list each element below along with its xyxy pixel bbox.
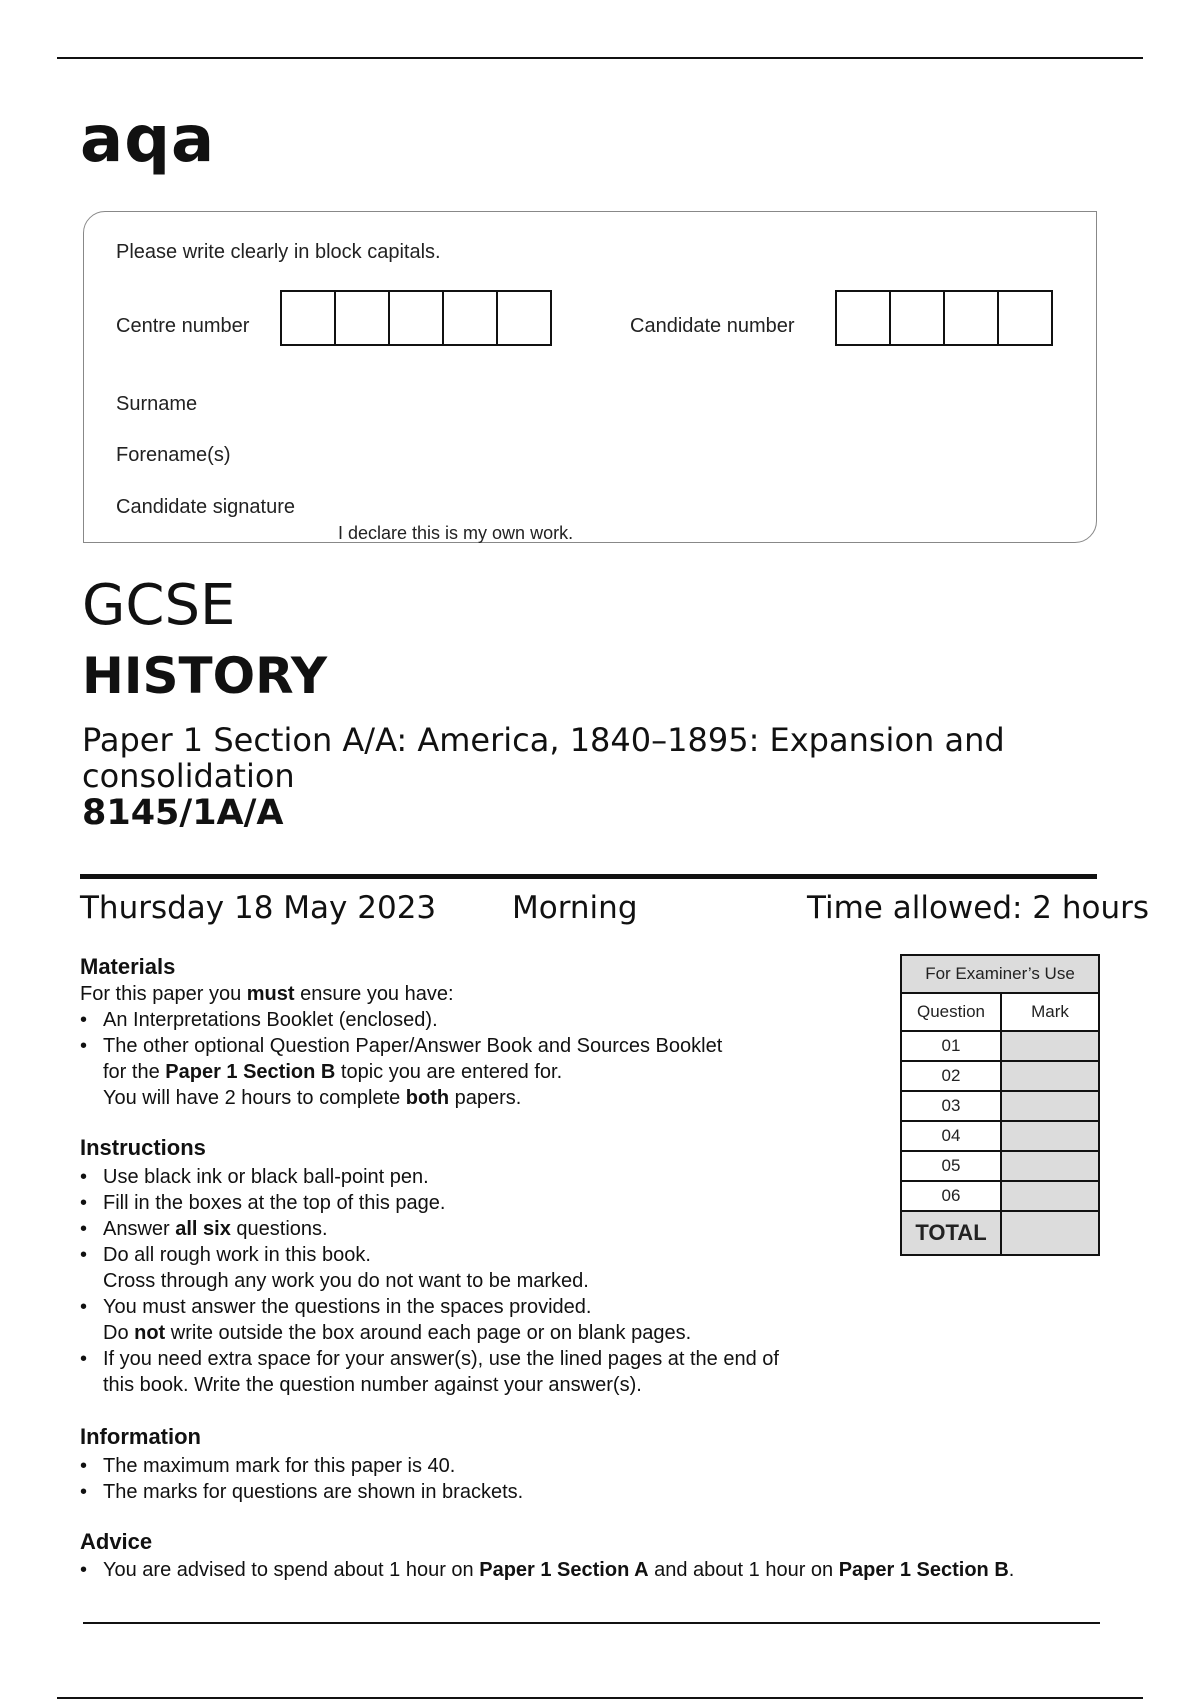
- information-body: [80, 1453, 880, 1505]
- total-mark-cell: [1001, 1211, 1099, 1255]
- thick-divider: [80, 874, 1097, 879]
- candidate-number-label: Candidate number: [630, 315, 795, 337]
- candidate-number-digit-box[interactable]: [997, 290, 1053, 346]
- bottom-inner-rule: [83, 1622, 1100, 1624]
- paper-title: Paper 1 Section A/A: America, 1840–1895: Expansion and consolidation: [82, 721, 1005, 795]
- question-number: 01: [901, 1031, 1001, 1061]
- mark-cell: [1001, 1091, 1099, 1121]
- centre-number-digit-box[interactable]: [280, 290, 336, 346]
- table-row: [901, 1151, 1099, 1181]
- materials-item: • The other optional Question Paper/Answer Book and Sources Booklet for the Paper 1 Section B topic you are entered for. You will have 2 hours to complete both papers.: [80, 1033, 880, 1111]
- exam-date: Thursday 18 May 2023: [80, 890, 437, 926]
- subject-title: HISTORY: [82, 647, 328, 705]
- information-item: • The maximum mark for this paper is 40.: [80, 1453, 880, 1479]
- centre-number-boxes: [282, 290, 552, 346]
- table-row: [901, 1091, 1099, 1121]
- qualification-title: GCSE: [82, 573, 236, 638]
- mark-cell: [1001, 1151, 1099, 1181]
- centre-number-digit-box[interactable]: [334, 290, 390, 346]
- instruction-item: • If you need extra space for your answer(s), use the lined pages at the end of this book. Write the question number against your answer(s).: [80, 1346, 900, 1398]
- surname-label: Surname: [116, 393, 198, 415]
- instruction-item: • Fill in the boxes at the top of this page.: [80, 1190, 900, 1216]
- signature-label: Candidate signature: [116, 496, 296, 518]
- mark-cell: [1001, 1181, 1099, 1211]
- bottom-rule: [57, 1697, 1143, 1699]
- table-row: [901, 1061, 1099, 1091]
- instructions-body: [80, 1164, 900, 1398]
- centre-number-digit-box[interactable]: [496, 290, 552, 346]
- question-number: 04: [901, 1121, 1001, 1151]
- materials-body: [80, 981, 880, 1111]
- mark-cell: [1001, 1061, 1099, 1091]
- candidate-number-digit-box[interactable]: [835, 290, 891, 346]
- materials-item: • An Interpretations Booklet (enclosed).: [80, 1007, 880, 1033]
- materials-intro: For this paper you must ensure you have:: [80, 983, 454, 1005]
- question-number: 06: [901, 1181, 1001, 1211]
- declaration-text: I declare this is my own work.: [338, 523, 574, 543]
- mark-column-header: Mark: [1001, 993, 1099, 1031]
- instruction-item: • You must answer the questions in the spaces provided. Do not write outside the box around each page or on blank pages.: [80, 1294, 900, 1346]
- aqa-logo: aqa: [80, 103, 216, 177]
- advice-heading: Advice: [80, 1529, 153, 1554]
- question-number: 05: [901, 1151, 1001, 1181]
- centre-number-digit-box[interactable]: [388, 290, 444, 346]
- centre-number-label: Centre number: [116, 315, 250, 337]
- time-allowed: Time allowed: 2 hours: [807, 890, 1150, 926]
- instruction-item: • Answer all six questions.: [80, 1216, 900, 1242]
- block-capitals-instruction: Please write clearly in block capitals.: [116, 241, 441, 263]
- forenames-label: Forename(s): [116, 444, 231, 466]
- question-number: 03: [901, 1091, 1001, 1121]
- candidate-number-digit-box[interactable]: [889, 290, 945, 346]
- candidate-number-digit-box[interactable]: [943, 290, 999, 346]
- table-row: [901, 1121, 1099, 1151]
- information-heading: Information: [80, 1424, 201, 1449]
- information-item: • The marks for questions are shown in brackets.: [80, 1479, 880, 1505]
- table-row: [901, 1031, 1099, 1061]
- candidate-number-boxes: [837, 290, 1053, 346]
- question-column-header: Question: [901, 993, 1001, 1031]
- materials-heading: Materials: [80, 954, 176, 979]
- exam-session: Morning: [512, 890, 638, 926]
- question-number: 02: [901, 1061, 1001, 1091]
- examiner-use-table: [900, 954, 1100, 1256]
- candidate-details-box: [83, 211, 1097, 543]
- top-rule: [57, 57, 1143, 59]
- advice-body: [80, 1557, 1170, 1583]
- paper-code: 8145/1A/A: [82, 793, 284, 833]
- mark-cell: [1001, 1031, 1099, 1061]
- instruction-item: • Do all rough work in this book. Cross through any work you do not want to be marked.: [80, 1242, 900, 1294]
- instruction-item: • Use black ink or black ball-point pen.: [80, 1164, 900, 1190]
- mark-cell: [1001, 1121, 1099, 1151]
- instructions-heading: Instructions: [80, 1135, 206, 1160]
- advice-item: • You are advised to spend about 1 hour on Paper 1 Section A and about 1 hour on Paper 1 Section B.: [80, 1557, 1170, 1583]
- table-row: [901, 1181, 1099, 1211]
- examiner-table-title: For Examiner’s Use: [901, 955, 1099, 993]
- total-label: TOTAL: [901, 1211, 1001, 1255]
- centre-number-digit-box[interactable]: [442, 290, 498, 346]
